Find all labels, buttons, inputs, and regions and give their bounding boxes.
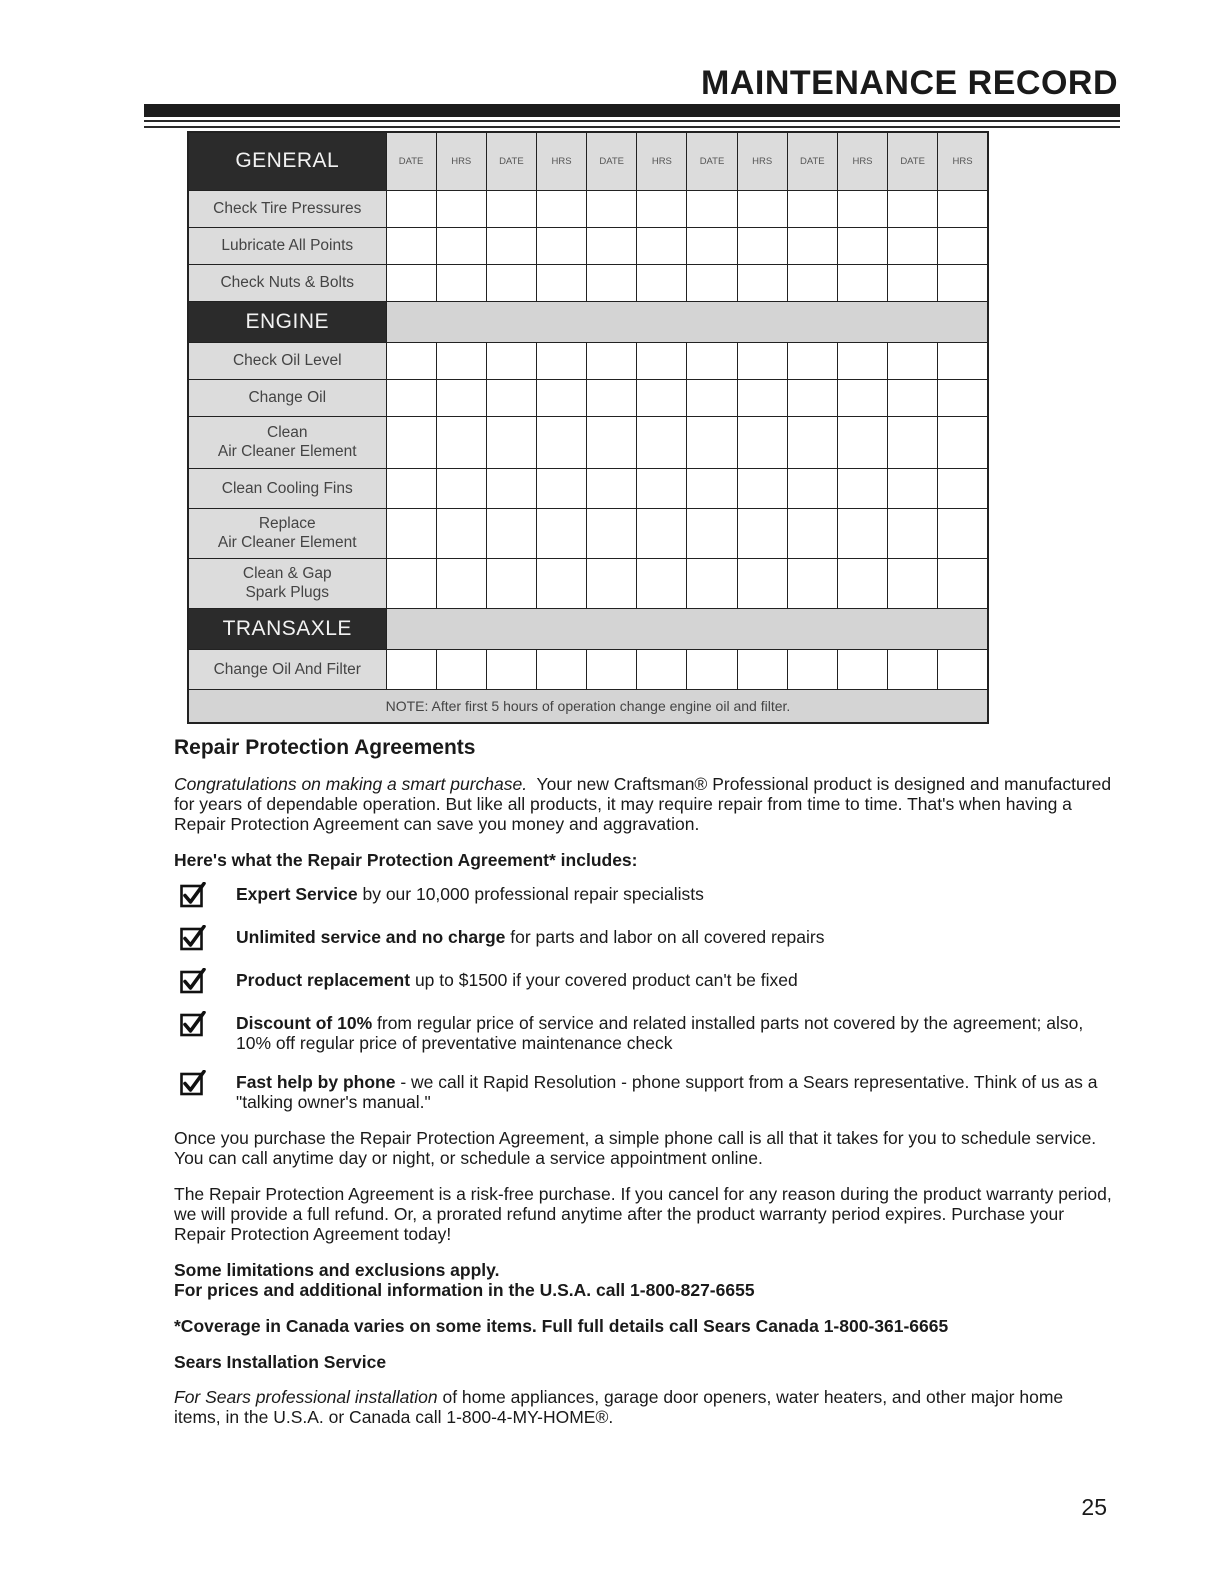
task-label: Replace Air Cleaner Element	[188, 508, 386, 558]
record-cell[interactable]	[486, 649, 536, 689]
record-cell[interactable]	[737, 558, 787, 608]
record-cell[interactable]	[888, 190, 938, 227]
record-cell[interactable]	[436, 416, 486, 468]
task-label: Clean & Gap Spark Plugs	[188, 558, 386, 608]
record-cell[interactable]	[637, 649, 687, 689]
record-cell[interactable]	[587, 342, 637, 379]
record-cell[interactable]	[386, 379, 436, 416]
includes-heading: Here's what the Repair Protection Agreement* includes:	[174, 850, 638, 870]
prices-text: For prices and additional information in the U.S.A. call 1-800-827-6655	[174, 1280, 755, 1300]
record-cell[interactable]	[737, 264, 787, 301]
record-cell[interactable]	[436, 342, 486, 379]
record-cell[interactable]	[587, 227, 637, 264]
task-row	[188, 190, 988, 227]
record-cell[interactable]	[637, 558, 687, 608]
record-cell[interactable]	[837, 227, 887, 264]
task-label: Check Oil Level	[188, 342, 386, 379]
section-row-engine	[188, 301, 988, 342]
canada-text: *Coverage in Canada varies on some items. Full full details call Sears Canada 1-800-361-6665	[174, 1316, 949, 1336]
date-column-header: DATE	[486, 132, 536, 190]
refund-paragraph: The Repair Protection Agreement is a risk-free purchase. If you cancel for any reason during the product warranty period, we will provide a full refund. Or, a prorated refund anytime after the product warranty period expires. Purchase your Repair Protection Agreement today!	[174, 1184, 1112, 1244]
benefit-description: from regular price of service and related installed parts not covered by the agreement; also, 10% off regular price of preventative maintenance check	[236, 1013, 1084, 1053]
record-cell[interactable]	[888, 342, 938, 379]
record-cell[interactable]	[687, 508, 737, 558]
record-cell[interactable]	[938, 264, 988, 301]
page-title: MAINTENANCE RECORD	[701, 64, 1118, 102]
checked-box-icon	[180, 968, 206, 994]
installation-italic: For Sears professional installation	[174, 1387, 438, 1407]
task-row	[188, 649, 988, 689]
record-cell[interactable]	[787, 649, 837, 689]
record-cell[interactable]	[787, 468, 837, 508]
section-row-general	[188, 132, 988, 190]
record-cell[interactable]	[687, 342, 737, 379]
task-label: Clean Cooling Fins	[188, 468, 386, 508]
record-cell[interactable]	[837, 342, 887, 379]
record-cell[interactable]	[787, 227, 837, 264]
record-cell[interactable]	[486, 508, 536, 558]
record-cell[interactable]	[536, 227, 586, 264]
record-cell[interactable]	[386, 190, 436, 227]
record-cell[interactable]	[687, 264, 737, 301]
task-row	[188, 227, 988, 264]
record-cell[interactable]	[938, 468, 988, 508]
benefit-item	[174, 1072, 1114, 1112]
record-cell[interactable]	[938, 342, 988, 379]
record-cell[interactable]	[436, 379, 486, 416]
record-cell[interactable]	[536, 508, 586, 558]
record-cell[interactable]	[536, 558, 586, 608]
record-cell[interactable]	[837, 508, 887, 558]
record-cell[interactable]	[687, 190, 737, 227]
record-cell[interactable]	[938, 379, 988, 416]
record-cell[interactable]	[837, 264, 887, 301]
record-cell[interactable]	[386, 508, 436, 558]
record-cell[interactable]	[637, 190, 687, 227]
section-row-transaxle	[188, 608, 988, 649]
checked-box-icon	[180, 1070, 206, 1096]
record-cell[interactable]	[386, 558, 436, 608]
record-cell[interactable]	[386, 342, 436, 379]
task-row	[188, 468, 988, 508]
record-cell[interactable]	[787, 342, 837, 379]
record-cell[interactable]	[888, 649, 938, 689]
record-cell[interactable]	[536, 342, 586, 379]
record-cell[interactable]	[587, 416, 637, 468]
repair-protection-section	[174, 736, 1114, 1427]
record-cell[interactable]	[938, 508, 988, 558]
record-cell[interactable]	[637, 379, 687, 416]
record-cell[interactable]	[536, 264, 586, 301]
checked-box-icon	[180, 1011, 206, 1037]
record-cell[interactable]	[486, 468, 536, 508]
record-cell[interactable]	[587, 468, 637, 508]
benefit-title: Expert Service	[236, 884, 358, 904]
task-label: Check Nuts & Bolts	[188, 264, 386, 301]
record-cell[interactable]	[386, 649, 436, 689]
record-cell[interactable]	[687, 468, 737, 508]
hrs-column-header: HRS	[837, 132, 887, 190]
record-cell[interactable]	[386, 264, 436, 301]
limitations-text: Some limitations and exclusions apply.	[174, 1260, 500, 1280]
section-label-engine: ENGINE	[188, 301, 386, 342]
task-row	[188, 558, 988, 608]
record-cell[interactable]	[637, 342, 687, 379]
record-cell[interactable]	[486, 227, 536, 264]
note-row	[188, 689, 988, 723]
benefit-title: Fast help by phone	[236, 1072, 396, 1092]
task-row	[188, 342, 988, 379]
section-band	[386, 301, 988, 342]
record-cell[interactable]	[436, 649, 486, 689]
record-cell[interactable]	[938, 558, 988, 608]
hrs-column-header: HRS	[536, 132, 586, 190]
hrs-column-header: HRS	[938, 132, 988, 190]
record-cell[interactable]	[888, 558, 938, 608]
installation-rest: of home appliances, garage door openers, water heaters, and other major home items, in the U.S.A. or Canada call 1-800-4-MY-HOME®.	[174, 1387, 1064, 1427]
record-cell[interactable]	[637, 468, 687, 508]
record-cell[interactable]	[436, 468, 486, 508]
task-row	[188, 264, 988, 301]
record-cell[interactable]	[687, 649, 737, 689]
record-cell[interactable]	[787, 558, 837, 608]
record-cell[interactable]	[888, 264, 938, 301]
benefit-text	[236, 1072, 1114, 1112]
record-cell[interactable]	[737, 416, 787, 468]
record-cell[interactable]	[737, 227, 787, 264]
task-label: Clean Air Cleaner Element	[188, 416, 386, 468]
section-label-general: GENERAL	[188, 132, 386, 190]
maintenance-note: NOTE: After first 5 hours of operation change engine oil and filter.	[188, 689, 988, 723]
record-cell[interactable]	[486, 379, 536, 416]
record-cell[interactable]	[637, 416, 687, 468]
record-cell[interactable]	[637, 264, 687, 301]
record-cell[interactable]	[888, 379, 938, 416]
record-cell[interactable]	[486, 342, 536, 379]
record-cell[interactable]	[637, 508, 687, 558]
record-cell[interactable]	[587, 558, 637, 608]
record-cell[interactable]	[787, 379, 837, 416]
checked-box-icon	[180, 882, 206, 908]
benefit-description: up to $1500 if your covered product can't be fixed	[410, 970, 798, 990]
record-cell[interactable]	[888, 468, 938, 508]
benefit-text	[236, 884, 704, 904]
record-cell[interactable]	[637, 227, 687, 264]
benefit-list	[174, 884, 1114, 1112]
date-column-header: DATE	[787, 132, 837, 190]
task-row	[188, 379, 988, 416]
benefit-description: by our 10,000 professional repair specialists	[357, 884, 704, 904]
record-cell[interactable]	[436, 264, 486, 301]
record-cell[interactable]	[888, 508, 938, 558]
record-cell[interactable]	[486, 416, 536, 468]
record-cell[interactable]	[386, 468, 436, 508]
record-cell[interactable]	[737, 649, 787, 689]
record-cell[interactable]	[938, 649, 988, 689]
record-cell[interactable]	[536, 468, 586, 508]
benefit-item	[174, 884, 1114, 908]
installation-heading: Sears Installation Service	[174, 1352, 387, 1372]
record-cell[interactable]	[837, 468, 887, 508]
record-cell[interactable]	[687, 558, 737, 608]
hrs-column-header: HRS	[637, 132, 687, 190]
record-cell[interactable]	[837, 416, 887, 468]
record-cell[interactable]	[737, 190, 787, 227]
benefit-description: - we call it Rapid Resolution - phone support from a Sears representative. Think of us as a "talking owner's manual."	[236, 1072, 1098, 1112]
record-cell[interactable]	[837, 558, 887, 608]
benefit-text	[236, 970, 798, 990]
record-cell[interactable]	[436, 227, 486, 264]
hrs-column-header: HRS	[436, 132, 486, 190]
benefit-title: Product replacement	[236, 970, 411, 990]
task-row	[188, 508, 988, 558]
record-cell[interactable]	[737, 468, 787, 508]
hrs-column-header: HRS	[737, 132, 787, 190]
record-cell[interactable]	[386, 227, 436, 264]
benefit-item	[174, 970, 1114, 994]
schedule-paragraph: Once you purchase the Repair Protection Agreement, a simple phone call is all that it takes for you to schedule service. You can call anytime day or night, or schedule a service appointment online.	[174, 1128, 1097, 1168]
record-cell[interactable]	[737, 508, 787, 558]
benefit-item	[174, 927, 1114, 951]
record-cell[interactable]	[486, 558, 536, 608]
record-cell[interactable]	[436, 190, 486, 227]
record-cell[interactable]	[837, 190, 887, 227]
record-cell[interactable]	[587, 649, 637, 689]
record-cell[interactable]	[687, 379, 737, 416]
benefit-text	[236, 927, 824, 947]
checked-box-icon	[180, 925, 206, 951]
date-column-header: DATE	[386, 132, 436, 190]
section-heading: Repair Protection Agreements	[174, 736, 476, 759]
record-cell[interactable]	[938, 416, 988, 468]
record-cell[interactable]	[587, 508, 637, 558]
record-cell[interactable]	[536, 190, 586, 227]
record-cell[interactable]	[888, 227, 938, 264]
task-label: Lubricate All Points	[188, 227, 386, 264]
header-rule-thin	[144, 120, 1120, 122]
record-cell[interactable]	[737, 379, 787, 416]
section-band	[386, 608, 988, 649]
header-rule-thin	[144, 126, 1120, 128]
record-cell[interactable]	[787, 416, 837, 468]
benefit-title: Discount of 10%	[236, 1013, 373, 1033]
record-cell[interactable]	[787, 264, 837, 301]
record-cell[interactable]	[536, 379, 586, 416]
record-cell[interactable]	[587, 264, 637, 301]
date-column-header: DATE	[888, 132, 938, 190]
task-label: Change Oil	[188, 379, 386, 416]
record-cell[interactable]	[386, 416, 436, 468]
record-cell[interactable]	[536, 416, 586, 468]
task-label: Change Oil And Filter	[188, 649, 386, 689]
record-cell[interactable]	[737, 342, 787, 379]
header-rule-thick	[144, 104, 1120, 117]
record-cell[interactable]	[436, 508, 486, 558]
intro-paragraph	[174, 774, 1114, 834]
record-cell[interactable]	[837, 649, 887, 689]
record-cell[interactable]	[837, 379, 887, 416]
installation-text	[174, 1387, 1114, 1427]
record-cell[interactable]	[587, 190, 637, 227]
record-cell[interactable]	[536, 649, 586, 689]
maintenance-table	[187, 131, 989, 724]
record-cell[interactable]	[436, 558, 486, 608]
benefit-description: for parts and labor on all covered repairs	[505, 927, 825, 947]
record-cell[interactable]	[486, 264, 536, 301]
record-cell[interactable]	[587, 379, 637, 416]
section-label-transaxle: TRANSAXLE	[188, 608, 386, 649]
record-cell[interactable]	[938, 190, 988, 227]
benefit-item	[174, 1013, 1114, 1053]
record-cell[interactable]	[888, 416, 938, 468]
intro-italic: Congratulations on making a smart purchase.	[174, 774, 528, 794]
record-cell[interactable]	[787, 508, 837, 558]
date-column-header: DATE	[587, 132, 637, 190]
date-column-header: DATE	[687, 132, 737, 190]
benefit-title: Unlimited service and no charge	[236, 927, 506, 947]
task-label: Check Tire Pressures	[188, 190, 386, 227]
record-cell[interactable]	[486, 190, 536, 227]
record-cell[interactable]	[938, 227, 988, 264]
intro-text: Your new Craftsman® Professional product is designed and manufactured for years of dependable operation. But like all products, it may require repair from time to time. That's when having a Repair Protection Agreement can save you money and aggravation.	[174, 774, 1112, 834]
page-number: 25	[1081, 1494, 1107, 1520]
record-cell[interactable]	[787, 190, 837, 227]
record-cell[interactable]	[687, 416, 737, 468]
record-cell[interactable]	[687, 227, 737, 264]
task-row	[188, 416, 988, 468]
benefit-text	[236, 1013, 1114, 1053]
